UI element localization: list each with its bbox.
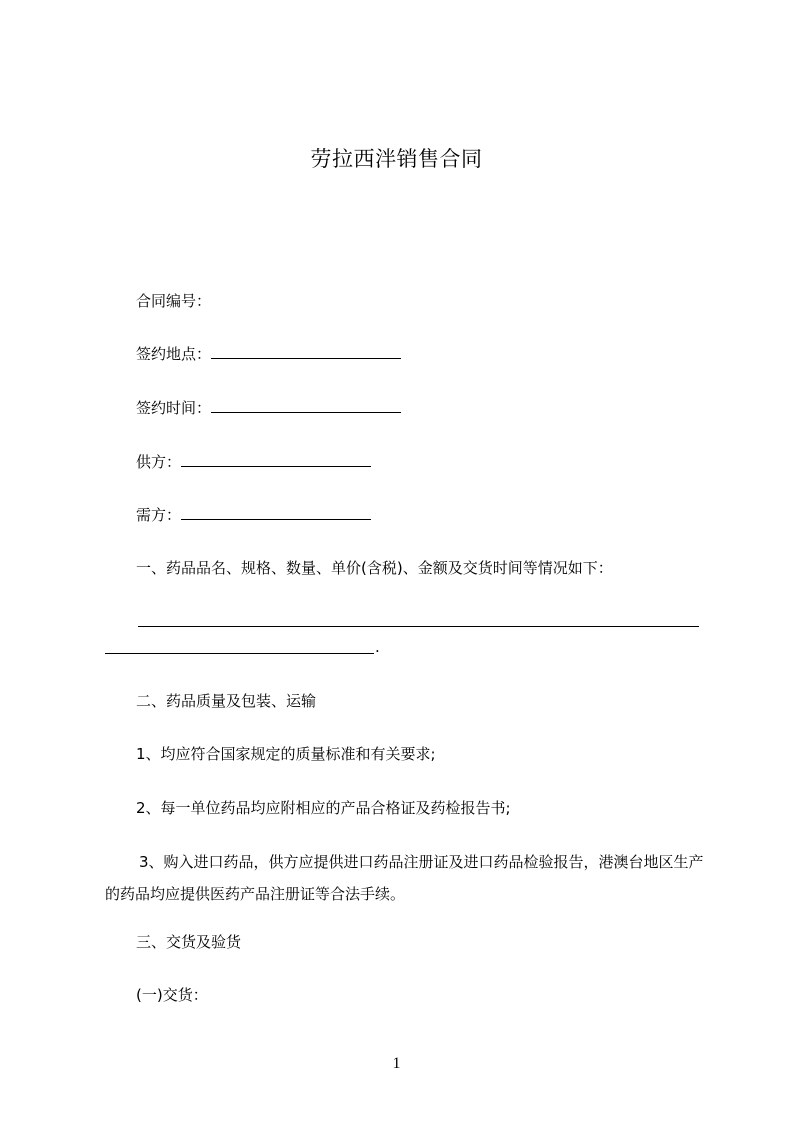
- sign-place-label: 签约地点：: [136, 345, 212, 363]
- buyer-label: 需方：: [136, 506, 182, 524]
- supplier-blank[interactable]: [181, 452, 371, 467]
- section1-end-mark: .: [375, 638, 380, 656]
- sign-place-field: [136, 344, 401, 364]
- section3-heading: 三、交货及验货: [136, 933, 242, 951]
- sign-time-field: [136, 398, 401, 418]
- sign-time-label: 签约时间：: [136, 399, 212, 417]
- section3-sub1: (一)交货：: [136, 986, 208, 1004]
- section1-heading: 一、药品品名、规格、数量、单价(含税)、金额及交货时间等情况如下：: [136, 559, 613, 577]
- section2-heading: 二、药品质量及包装、运输: [136, 692, 317, 710]
- document-title: 劳拉西泮销售合同: [310, 147, 483, 171]
- supplier-label: 供方：: [136, 453, 182, 471]
- contract-number-label: 合同编号：: [136, 292, 212, 310]
- buyer-blank[interactable]: [181, 505, 371, 520]
- section2-item3-text: 3、购入进口药品，供方应提供进口药品注册证及进口药品检验报告，港澳台地区生产的药品均应提供医药产品注册证等合法手续。: [105, 853, 704, 903]
- contract-number-field: [136, 291, 211, 311]
- sign-place-blank[interactable]: [211, 344, 401, 359]
- section2-item1: 1、均应符合国家规定的质量标准和有关要求;: [136, 745, 436, 763]
- page-number: 1: [392, 1055, 401, 1072]
- section1-fill-line-2[interactable]: [105, 653, 374, 654]
- section2-item2: 2、每一单位药品均应附相应的产品合格证及药检报告书;: [136, 799, 511, 817]
- section1-fill-line-1[interactable]: [138, 626, 699, 627]
- supplier-field: [136, 452, 371, 472]
- buyer-field: [136, 505, 371, 525]
- sign-time-blank[interactable]: [211, 398, 401, 413]
- section2-item3: [105, 846, 709, 910]
